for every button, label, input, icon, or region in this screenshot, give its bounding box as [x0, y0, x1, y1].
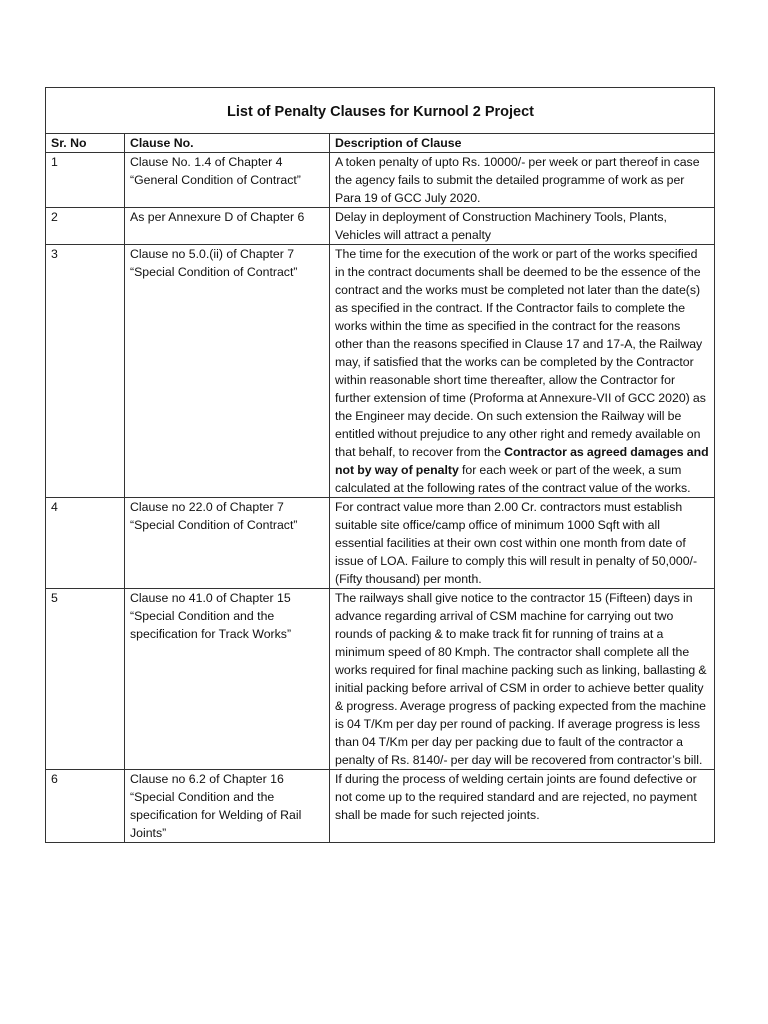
sr-no-cell: 4	[46, 498, 125, 589]
description-text: The time for the execution of the work or part of the works specified in the contract documents shall be deemed to be the essence of the contract and the works must be completed not later than the date(s) as specified in the contract. If the Contractor fails to complete the works within the time as specified in the contract for the reasons other than the reasons specified in Clause 17 and 17-A, the Railway may, if satisfied that the works can be completed by the Contractor within reasonable short time thereafter, allow the Contractor for further extension of time (Proforma at Annexure-VII of GCC 2020) as the Engineer may decide. On such extension the Railway will be entitled without prejudice to any other right and remedy available on that behalf, to recover from the	[335, 247, 706, 459]
header-sr-no: Sr. No	[46, 134, 125, 153]
table-row	[46, 245, 715, 498]
table-row	[46, 208, 715, 245]
description-cell: The railways shall give notice to the contractor 15 (Fifteen) days in advance regarding arrival of CSM machine for carrying out two rounds of packing & to make track fit for running of trains at a minimum speed of 80 Kmph. The contractor shall complete all the works required for final machine packing such as linking, ballasting & initial packing before arrival of CSM in order to achieve better quality & progress. Average progress of packing expected from the machine is 04 T/Km per day per round of packing. If average progress is less than 04 T/Km per day per packing due to fault of the contractor a penalty of Rs. 8140/- per day will be recovered from contractor’s bill.	[330, 589, 715, 770]
document-title: List of Penalty Clauses for Kurnool 2 Project	[46, 88, 715, 134]
description-cell: A token penalty of upto Rs. 10000/- per week or part thereof in case the agency fails to submit the detailed programme of work as per Para 19 of GCC July 2020.	[330, 153, 715, 208]
clause-cell: Clause no 22.0 of Chapter 7 “Special Condition of Contract”	[125, 498, 330, 589]
header-row	[46, 134, 715, 153]
header-clause-no: Clause No.	[125, 134, 330, 153]
sr-no-cell: 5	[46, 589, 125, 770]
title-row	[46, 88, 715, 134]
header-description: Description of Clause	[330, 134, 715, 153]
penalty-clauses-table	[45, 87, 715, 843]
clause-cell: As per Annexure D of Chapter 6	[125, 208, 330, 245]
table-row	[46, 153, 715, 208]
description-cell: For contract value more than 2.00 Cr. contractors must establish suitable site office/camp office of minimum 1000 Sqft with all essential facilities at their own cost within one month from date of issue of LOA. Failure to comply this will result in penalty of 50,000/- (Fifty thousand) per month.	[330, 498, 715, 589]
clause-cell: Clause No. 1.4 of Chapter 4 “General Condition of Contract”	[125, 153, 330, 208]
table-row	[46, 498, 715, 589]
table-row	[46, 770, 715, 843]
table-row	[46, 589, 715, 770]
description-cell	[330, 245, 715, 498]
sr-no-cell: 3	[46, 245, 125, 498]
description-bold-text: Contractor as agreed damages and not by way of penalty	[335, 445, 709, 477]
clause-cell: Clause no 6.2 of Chapter 16 “Special Condition and the specification for Welding of Rail Joints”	[125, 770, 330, 843]
clause-cell: Clause no 41.0 of Chapter 15 “Special Condition and the specification for Track Works”	[125, 589, 330, 770]
description-cell: If during the process of welding certain joints are found defective or not come up to the required standard and are rejected, no payment shall be made for such rejected joints.	[330, 770, 715, 843]
description-cell: Delay in deployment of Construction Machinery Tools, Plants, Vehicles will attract a penalty	[330, 208, 715, 245]
sr-no-cell: 6	[46, 770, 125, 843]
sr-no-cell: 2	[46, 208, 125, 245]
clause-cell: Clause no 5.0.(ii) of Chapter 7 “Special Condition of Contract”	[125, 245, 330, 498]
sr-no-cell: 1	[46, 153, 125, 208]
description-text-end: for each week or part of the week, a sum calculated at the following rates of the contract value of the works.	[335, 463, 691, 495]
